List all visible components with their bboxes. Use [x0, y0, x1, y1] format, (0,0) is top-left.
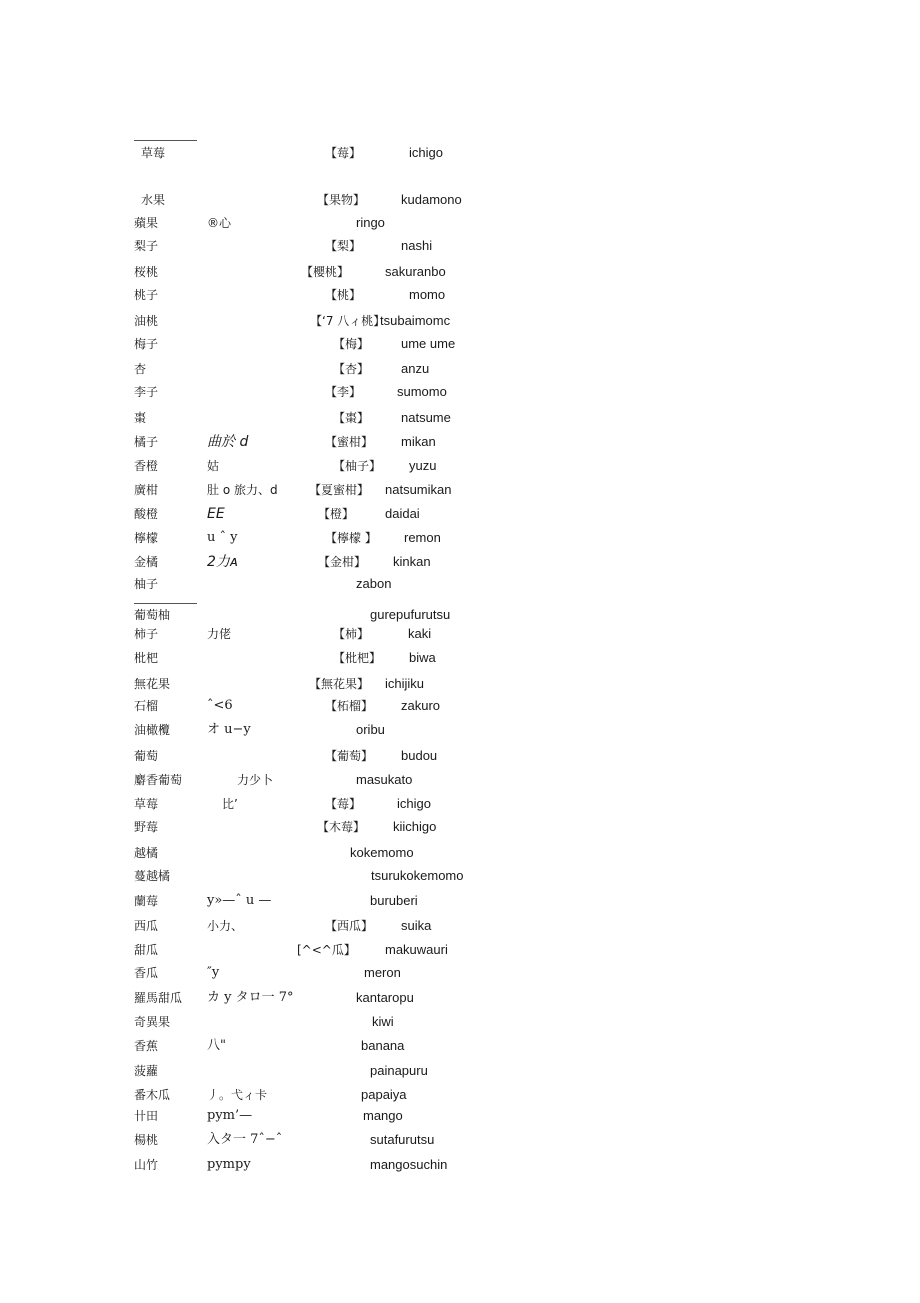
- kanji-form: 【葡萄】: [325, 749, 374, 763]
- romaji-reading: kiwi: [372, 1014, 394, 1029]
- chinese-term: 李子: [134, 385, 159, 399]
- chinese-term: 檸檬: [134, 531, 159, 545]
- chinese-term: 梅子: [134, 337, 159, 351]
- vocab-row: [0, 918, 920, 940]
- chinese-term: 麝香葡萄: [134, 773, 183, 787]
- vocab-row: [0, 990, 920, 1012]
- vocab-row: [0, 1038, 920, 1060]
- vocab-row: [0, 965, 920, 987]
- kanji-form: 【木莓】: [317, 820, 366, 834]
- katakana-reading: 八": [207, 1038, 226, 1053]
- romaji-reading: sutafurutsu: [370, 1132, 435, 1147]
- chinese-term: 桃子: [134, 288, 159, 302]
- vocab-row: [0, 313, 920, 335]
- vocab-row: [0, 1014, 920, 1036]
- katakana-reading: 2力ᴀ: [207, 554, 239, 570]
- divider-line: [134, 603, 197, 604]
- romaji-reading: buruberi: [370, 893, 418, 908]
- katakana-reading: 入タ一 7ˆ−ˆ: [207, 1132, 283, 1147]
- romaji-reading: remon: [404, 530, 441, 545]
- chinese-term: 石榴: [134, 699, 159, 713]
- vocab-row: [0, 1087, 920, 1109]
- chinese-term: 羅馬甜瓜: [134, 991, 183, 1005]
- vocab-row: [0, 772, 920, 794]
- kanji-form: 【無花果】: [309, 677, 370, 691]
- chinese-term: 葡萄柚: [134, 608, 171, 622]
- romaji-reading: kiichigo: [393, 819, 437, 834]
- kanji-form: 【柚子】: [333, 459, 382, 473]
- vocab-row: [0, 145, 920, 167]
- chinese-term: 葡萄: [134, 749, 159, 763]
- vocab-row: [0, 482, 920, 504]
- romaji-reading: biwa: [409, 650, 436, 665]
- divider-line: [134, 140, 197, 141]
- chinese-term: 菠蘿: [134, 1064, 159, 1078]
- chinese-term: 桜桃: [134, 265, 159, 279]
- vocab-row: [0, 868, 920, 890]
- kanji-form: 【‘7 八ィ桃】: [310, 314, 386, 328]
- chinese-term: 枇杷: [134, 651, 159, 665]
- romaji-reading: oribu: [356, 722, 385, 737]
- vocab-row: [0, 819, 920, 841]
- romaji-reading: anzu: [401, 361, 430, 376]
- romaji-reading: kaki: [408, 626, 432, 641]
- vocab-row: [0, 1108, 920, 1130]
- romaji-reading: momo: [409, 287, 446, 302]
- chinese-term: 梨子: [134, 239, 159, 253]
- chinese-term: 柿子: [134, 627, 159, 641]
- kanji-form: 【柿】: [333, 627, 370, 641]
- chinese-term: 甜瓜: [134, 943, 159, 957]
- kanji-form: 【櫻桃】: [301, 265, 350, 279]
- romaji-reading: daidai: [385, 506, 420, 521]
- chinese-term: 山竹: [134, 1158, 159, 1172]
- kanji-form: 【棗】: [333, 411, 370, 425]
- romaji-reading: ichijiku: [385, 676, 425, 691]
- vocab-row: [0, 287, 920, 309]
- katakana-reading: ″y: [207, 965, 220, 980]
- vocab-row: [0, 1063, 920, 1085]
- romaji-reading: kudamono: [401, 192, 462, 207]
- kanji-form: 【李】: [325, 385, 362, 399]
- romaji-reading: ume ume: [401, 336, 456, 351]
- chinese-term: 草莓: [141, 146, 166, 160]
- chinese-term: 油橄欖: [134, 723, 171, 737]
- vocab-row: [0, 698, 920, 720]
- romaji-reading: kinkan: [393, 554, 431, 569]
- chinese-term: 金橘: [134, 555, 159, 569]
- vocab-row: [0, 361, 920, 383]
- chinese-term: 卄田: [134, 1109, 159, 1123]
- romaji-reading: painapuru: [370, 1063, 428, 1078]
- vocab-row: [0, 530, 920, 552]
- kanji-form: 【莓】: [325, 797, 362, 811]
- katakana-reading: 力佬: [207, 627, 232, 641]
- romaji-reading: suika: [401, 918, 432, 933]
- romaji-reading: banana: [361, 1038, 405, 1053]
- romaji-reading: sakuranbo: [385, 264, 446, 279]
- chinese-term: 香蕉: [134, 1039, 159, 1053]
- katakana-reading: EE: [207, 506, 225, 522]
- chinese-term: 野莓: [134, 820, 159, 834]
- vocab-row: [0, 215, 920, 237]
- chinese-term: 酸橙: [134, 507, 159, 521]
- katakana-reading: 曲於 d: [207, 434, 249, 450]
- chinese-term: 杏: [134, 362, 147, 376]
- kanji-form: 【枇杷】: [333, 651, 382, 665]
- romaji-reading: kantaropu: [356, 990, 414, 1005]
- chinese-term: 香橙: [134, 459, 159, 473]
- kanji-form: 【梅】: [333, 337, 370, 351]
- katakana-reading: ®心: [207, 216, 232, 230]
- katakana-reading: pym’—: [207, 1108, 253, 1123]
- vocab-row: [0, 384, 920, 406]
- romaji-reading: budou: [401, 748, 438, 763]
- romaji-reading: mango: [363, 1108, 403, 1123]
- romaji-reading: papaiya: [361, 1087, 407, 1102]
- romaji-reading: makuwauri: [385, 942, 448, 957]
- chinese-term: 奇異果: [134, 1015, 171, 1029]
- chinese-term: 油桃: [134, 314, 159, 328]
- vocab-row: [0, 942, 920, 964]
- kanji-form: 【橙】: [318, 507, 355, 521]
- kanji-form: 【柘榴】: [325, 699, 374, 713]
- romaji-reading: mangosuchin: [370, 1157, 448, 1172]
- kanji-form: 【梨】: [325, 239, 362, 253]
- kanji-form: 【莓】: [325, 146, 362, 160]
- kanji-form: 【蜜柑】: [325, 435, 374, 449]
- chinese-term: 柚子: [134, 577, 159, 591]
- chinese-term: 廣柑: [134, 483, 159, 497]
- vocab-row: [0, 748, 920, 770]
- romaji-reading: zabon: [356, 576, 392, 591]
- romaji-reading: meron: [364, 965, 401, 980]
- chinese-term: 香瓜: [134, 966, 159, 980]
- romaji-reading: masukato: [356, 772, 413, 787]
- chinese-term: 蘋果: [134, 216, 159, 230]
- katakana-reading: カ y タロ一 7°: [207, 990, 294, 1005]
- vocab-row: [0, 576, 920, 598]
- romaji-reading: yuzu: [409, 458, 437, 473]
- romaji-reading: mikan: [401, 434, 436, 449]
- katakana-reading: オ u−y: [207, 722, 251, 737]
- vocab-row: [0, 626, 920, 648]
- kanji-form: 【杏】: [333, 362, 370, 376]
- vocab-row: [0, 410, 920, 432]
- vocab-row: [0, 264, 920, 286]
- katakana-reading: 力少卜: [237, 773, 274, 787]
- romaji-reading: natsume: [401, 410, 451, 425]
- kanji-form: [^<^瓜】: [297, 943, 356, 957]
- chinese-term: 無花果: [134, 677, 171, 691]
- katakana-reading: pympy: [207, 1157, 251, 1172]
- vocab-row: [0, 238, 920, 260]
- romaji-reading: gurepufurutsu: [370, 607, 451, 622]
- chinese-term: 蘭莓: [134, 894, 159, 908]
- romaji-reading: zakuro: [401, 698, 441, 713]
- romaji-reading: ringo: [356, 215, 385, 230]
- vocab-row: [0, 458, 920, 480]
- vocab-row: [0, 1132, 920, 1154]
- vocab-row: [0, 336, 920, 358]
- romaji-reading: ichigo: [397, 796, 431, 811]
- katakana-reading: 丿。弋ィ卡: [207, 1088, 268, 1102]
- katakana-reading: 小力、: [207, 919, 244, 933]
- vocab-row: [0, 796, 920, 818]
- vocab-row: [0, 893, 920, 915]
- chinese-term: 楊桃: [134, 1133, 159, 1147]
- romaji-reading: kokemomo: [350, 845, 414, 860]
- katakana-reading: 肚 o 旅力、d: [207, 483, 278, 497]
- chinese-term: 越橘: [134, 846, 159, 860]
- chinese-term: 西瓜: [134, 919, 159, 933]
- chinese-term: 橘子: [134, 435, 159, 449]
- katakana-reading: u ˆ y: [207, 530, 238, 545]
- romaji-reading: ichigo: [409, 145, 443, 160]
- katakana-reading: y»—ˆ u —: [207, 893, 272, 908]
- chinese-term: 蔓越橘: [134, 869, 171, 883]
- vocab-row: [0, 506, 920, 528]
- kanji-form: 【金柑】: [318, 555, 367, 569]
- chinese-term: 番木瓜: [134, 1088, 171, 1102]
- katakana-reading: ˆ<6: [207, 698, 233, 713]
- vocab-row: [0, 650, 920, 672]
- kanji-form: 【桃】: [325, 288, 362, 302]
- katakana-reading: 比’: [222, 797, 238, 811]
- vocab-row: [0, 722, 920, 744]
- kanji-form: 【西瓜】: [325, 919, 374, 933]
- vocab-row: [0, 434, 920, 456]
- vocab-row: [0, 845, 920, 867]
- kanji-form: 【夏蜜柑】: [309, 483, 370, 497]
- chinese-term: 水果: [141, 193, 166, 207]
- kanji-form: 【檸檬 】: [325, 531, 377, 545]
- romaji-reading: natsumikan: [385, 482, 452, 497]
- vocab-row: [0, 676, 920, 698]
- vocab-row: [0, 554, 920, 576]
- vocab-row: [0, 1157, 920, 1179]
- romaji-reading: tsurukokemomo: [371, 868, 464, 883]
- chinese-term: 棗: [134, 411, 147, 425]
- romaji-reading: nashi: [401, 238, 433, 253]
- chinese-term: 草莓: [134, 797, 159, 811]
- katakana-reading: 姑: [207, 459, 220, 473]
- romaji-reading: sumomo: [397, 384, 447, 399]
- vocab-row: [0, 192, 920, 214]
- romaji-reading: tsubaimomc: [380, 313, 451, 328]
- kanji-form: 【果物】: [317, 193, 366, 207]
